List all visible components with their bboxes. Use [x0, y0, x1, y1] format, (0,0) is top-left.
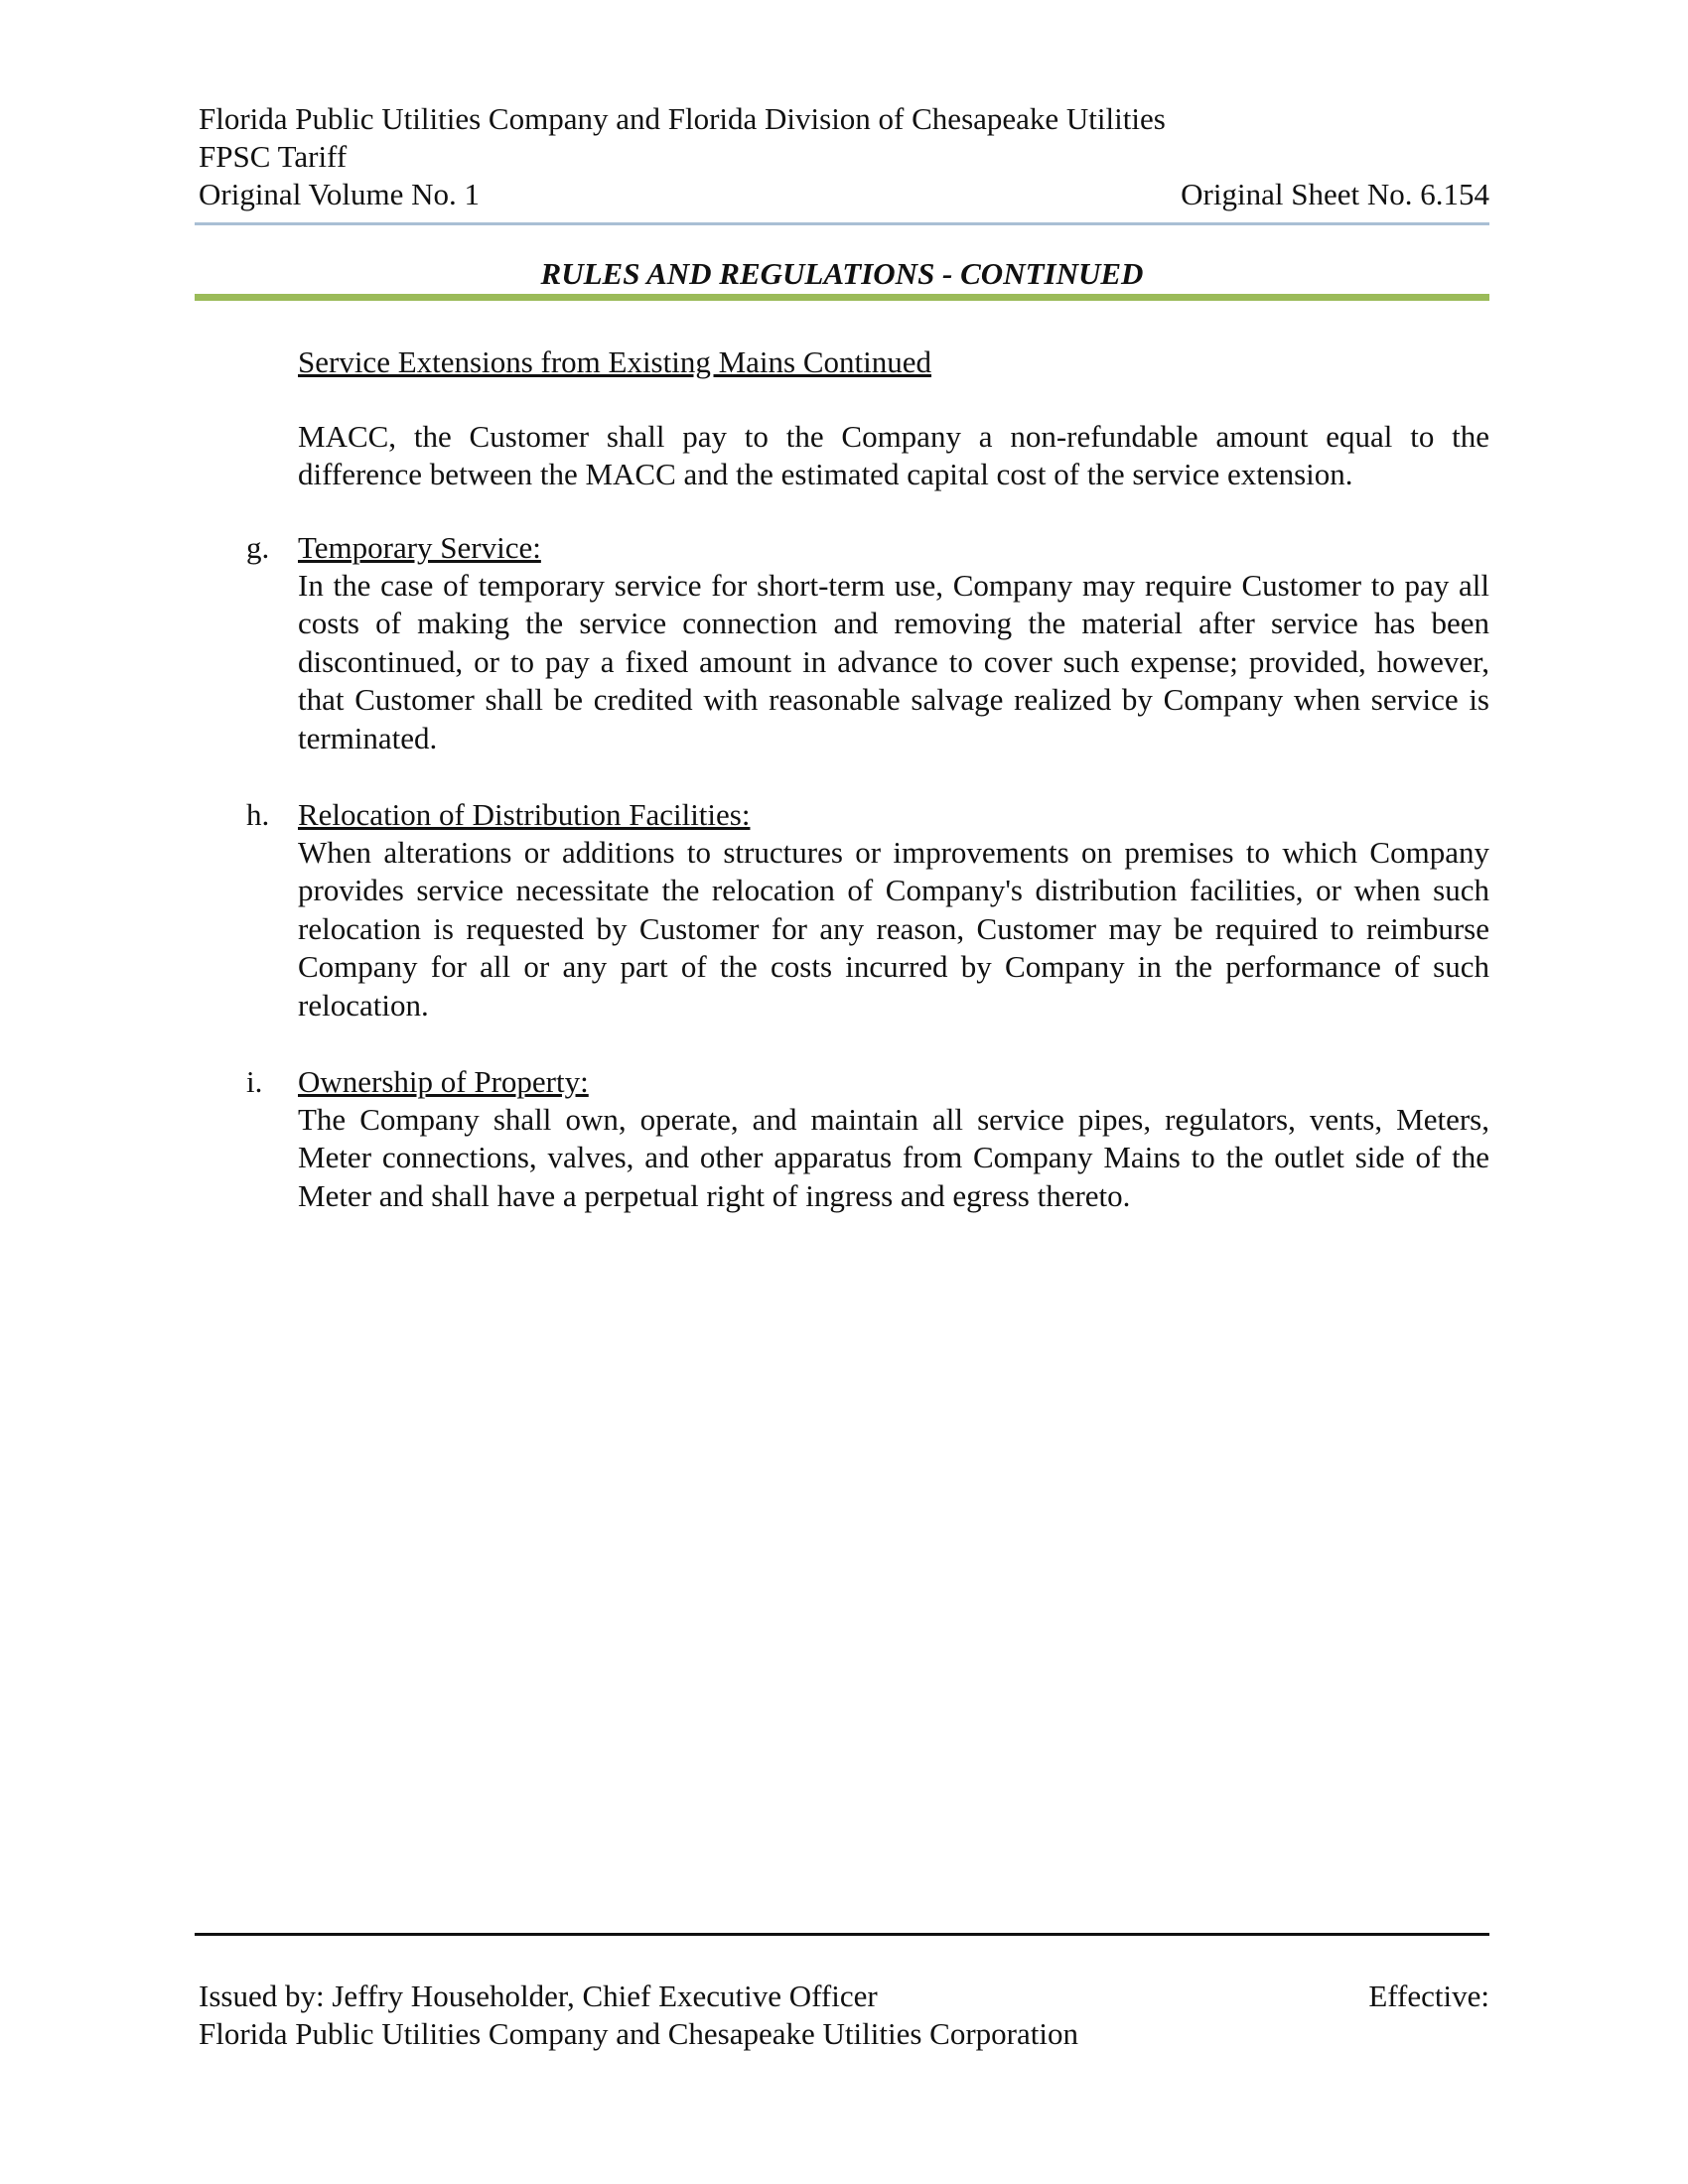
footer-issued-by: Issued by: Jeffry Householder, Chief Executive Officer [199, 1979, 878, 2013]
header-tariff-line: FPSC Tariff [199, 139, 348, 174]
footer-divider [195, 1933, 1489, 1936]
header-sheet-number: Original Sheet No. 6.154 [1181, 177, 1489, 211]
section-g-paragraph: In the case of temporary service for short-term use, Company may require Customer to pay all costs of making the service connection and removing the material after service has been discontinued, or to pay a fixed amount in advance to cover such expense; provided, however, that Customer shall be credited with reasonable salvage realized by Company when service is terminated. [298, 568, 1489, 755]
section-h-heading: Relocation of Distribution Facilities: [298, 797, 751, 832]
intro-paragraph: MACC, the Customer shall pay to the Company a non-refundable amount equal to the difference between the MACC and the estimated capital cost of the service extension. [298, 419, 1489, 492]
footer-issued-row [199, 1978, 1489, 2015]
header-divider [195, 222, 1489, 225]
header-volume-row [199, 176, 1489, 213]
section-i-paragraph: The Company shall own, operate, and maintain all service pipes, regulators, vents, Meters, Meter connections, valves, and other apparatus from Company Mains to the outlet side of the Meter and shall have a perpetual right of ingress and egress thereto. [298, 1102, 1489, 1213]
footer-effective: Effective: [1368, 1979, 1489, 2013]
intro-heading: Service Extensions from Existing Mains Continued [298, 344, 932, 379]
footer-company: Florida Public Utilities Company and Chesapeake Utilities Corporation [199, 2016, 1078, 2051]
section-h-letter: h. [246, 797, 270, 832]
title-divider [195, 294, 1489, 301]
section-g-letter: g. [246, 530, 270, 565]
section-h-paragraph: When alterations or additions to structures or improvements on premises to which Company provides service necessitate the relocation of Company's distribution facilities, or when such relocation is requested by Customer for any reason, Customer may be required to reimburse Company for all or any part of the costs incurred by Company in the performance of such relocation. [298, 835, 1489, 1023]
page-title: RULES AND REGULATIONS - CONTINUED [540, 256, 1144, 291]
header-company-line: Florida Public Utilities Company and Florida Division of Chesapeake Utilities [199, 101, 1166, 136]
section-i-heading: Ownership of Property: [298, 1064, 589, 1099]
header-volume: Original Volume No. 1 [199, 177, 481, 211]
section-g-heading: Temporary Service: [298, 530, 541, 565]
section-i-letter: i. [246, 1064, 263, 1099]
